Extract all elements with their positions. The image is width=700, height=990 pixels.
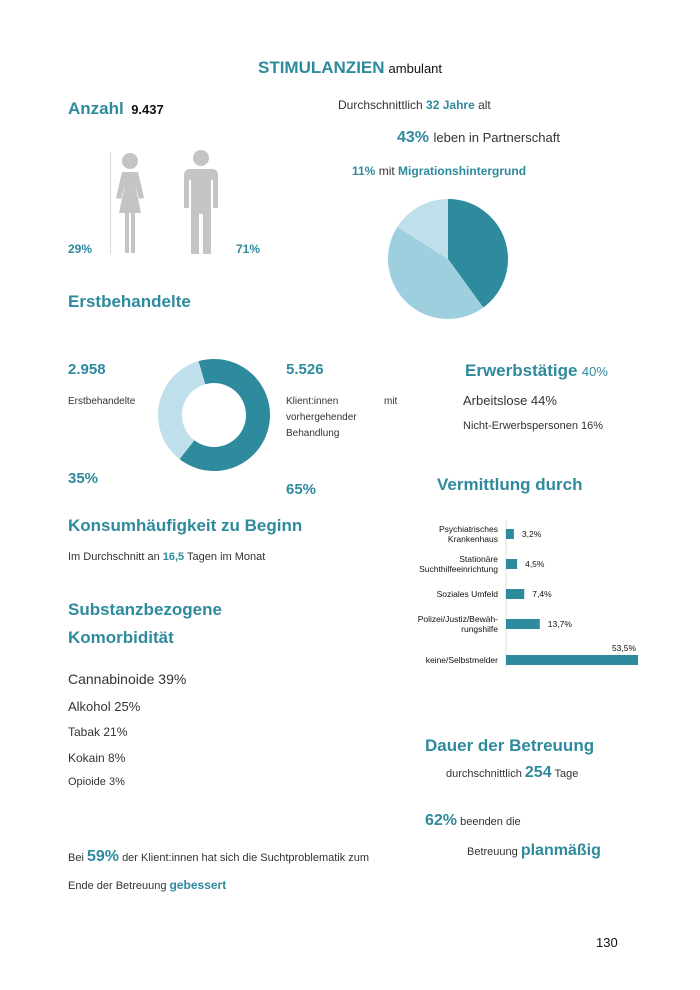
list-item: Tabak 21% [68, 725, 128, 739]
konsum-suffix: Tagen im Monat [187, 551, 266, 563]
konsum-heading: Konsumhäufigkeit zu Beginn [68, 516, 303, 535]
prev-pct: 65% [286, 481, 317, 498]
erstbehandelte-donut-chart [158, 359, 270, 471]
migration-mid: mit [378, 164, 395, 178]
list-item: Alkohol 25% [68, 699, 141, 714]
title-sub: ambulant [388, 61, 443, 76]
arbeitslose: Arbeitslose 44% [463, 393, 557, 408]
erwerb-heading [465, 361, 608, 381]
plan-line-1 [425, 812, 521, 830]
female-figure-icon [116, 153, 144, 253]
migration-pct: 11% [352, 164, 376, 178]
prev-label-3: Behandlung [286, 428, 340, 439]
value-label: 53,5% [611, 643, 637, 653]
category-label: keine/Selbstmelder [425, 655, 498, 665]
page-title [0, 58, 700, 78]
dauer-value: 254 [524, 764, 552, 781]
erwerb-title: Erwerbstätige [465, 361, 578, 380]
prev-label-2: vorhergehender [286, 412, 357, 423]
category-label: Psychiatrisches [438, 524, 498, 534]
dauer-line [446, 764, 578, 782]
partner-text: leben in Partnerschaft [433, 130, 560, 145]
age-suffix: alt [478, 98, 491, 112]
anzahl-heading [68, 99, 164, 119]
value-label: 4,5% [525, 559, 545, 569]
demographics-pie-chart [386, 197, 510, 321]
nicht-erwerb: Nicht-Erwerbspersonen 16% [463, 420, 604, 432]
page-number: 130 [596, 935, 618, 950]
prev-label-1: Klient:innen [286, 396, 339, 407]
bar [506, 589, 524, 599]
bar [506, 559, 517, 569]
plan-pct: 62% [425, 812, 458, 829]
konsum-text [68, 551, 265, 563]
besserung-line-2 [68, 878, 226, 892]
besserung-text-1: der Klient:innen hat sich die Suchtproblematik zum [122, 852, 370, 864]
first-value: 2.958 [68, 361, 106, 378]
age-line [338, 98, 491, 112]
besserung-pct: 59% [86, 848, 119, 865]
category-label: rungshilfe [461, 624, 498, 634]
first-label: Erstbehandelte [68, 396, 136, 407]
title-main: STIMULANZIEN [257, 58, 385, 77]
plan-text-2: Betreuung [467, 846, 518, 858]
plan-line-2 [467, 842, 601, 860]
dauer-suffix: Tage [554, 768, 579, 780]
dauer-prefix: durchschnittlich [446, 768, 522, 780]
besserung-word: gebessert [169, 878, 227, 892]
first-pct: 35% [68, 470, 99, 487]
anzahl-value: 9.437 [131, 102, 164, 117]
prev-label-mit: mit [384, 396, 398, 407]
erwerb-pct: 40% [581, 364, 608, 379]
age-value: 32 Jahre [426, 98, 475, 112]
komorbid-heading-2: Komorbidität [68, 628, 174, 647]
category-label: Suchthilfeeinrichtung [419, 564, 498, 574]
female-pct: 29% [68, 242, 93, 256]
bar [506, 655, 638, 665]
list-item: Cannabinoide 39% [68, 671, 187, 687]
dauer-heading: Dauer der Betreuung [425, 736, 595, 755]
list-item: Opioide 3% [68, 776, 125, 788]
gender-figures [108, 148, 228, 260]
migration-text: Migrationshintergrund [398, 164, 527, 178]
vermittlung-bar-chart [396, 518, 646, 668]
value-label: 3,2% [521, 529, 542, 539]
category-label: Krankenhaus [447, 534, 498, 544]
besserung-prefix: Bei [68, 852, 84, 864]
erstbehandelte-heading: Erstbehandelte [68, 292, 191, 311]
besserung-text-2: Ende der Betreuung [68, 880, 167, 892]
konsum-prefix: Im Durchschnitt an [68, 551, 160, 563]
partner-line [397, 129, 560, 147]
prev-value: 5.526 [286, 361, 324, 378]
category-label: Soziales Umfeld [436, 589, 498, 599]
list-item: Kokain 8% [68, 751, 126, 765]
besserung-line-1 [68, 848, 369, 866]
anzahl-label: Anzahl [68, 99, 124, 118]
value-label: 7,4% [532, 589, 552, 599]
male-figure-icon [184, 150, 218, 254]
value-label: 13,7% [547, 619, 572, 629]
bar [506, 619, 540, 629]
komorbid-heading-1: Substanzbezogene [68, 600, 222, 619]
category-label: Polizei/Justiz/Bewäh- [417, 614, 498, 624]
partner-pct: 43% [397, 129, 430, 146]
category-label: Stationäre [459, 554, 498, 564]
migration-line [352, 164, 526, 178]
age-prefix: Durchschnittlich [338, 98, 423, 112]
plan-text-1: beenden die [460, 816, 521, 828]
bar [506, 529, 514, 539]
male-pct: 71% [236, 242, 261, 256]
konsum-value: 16,5 [162, 551, 185, 563]
plan-word: planmäßig [520, 842, 601, 859]
vermittlung-heading: Vermittlung durch [437, 475, 583, 494]
